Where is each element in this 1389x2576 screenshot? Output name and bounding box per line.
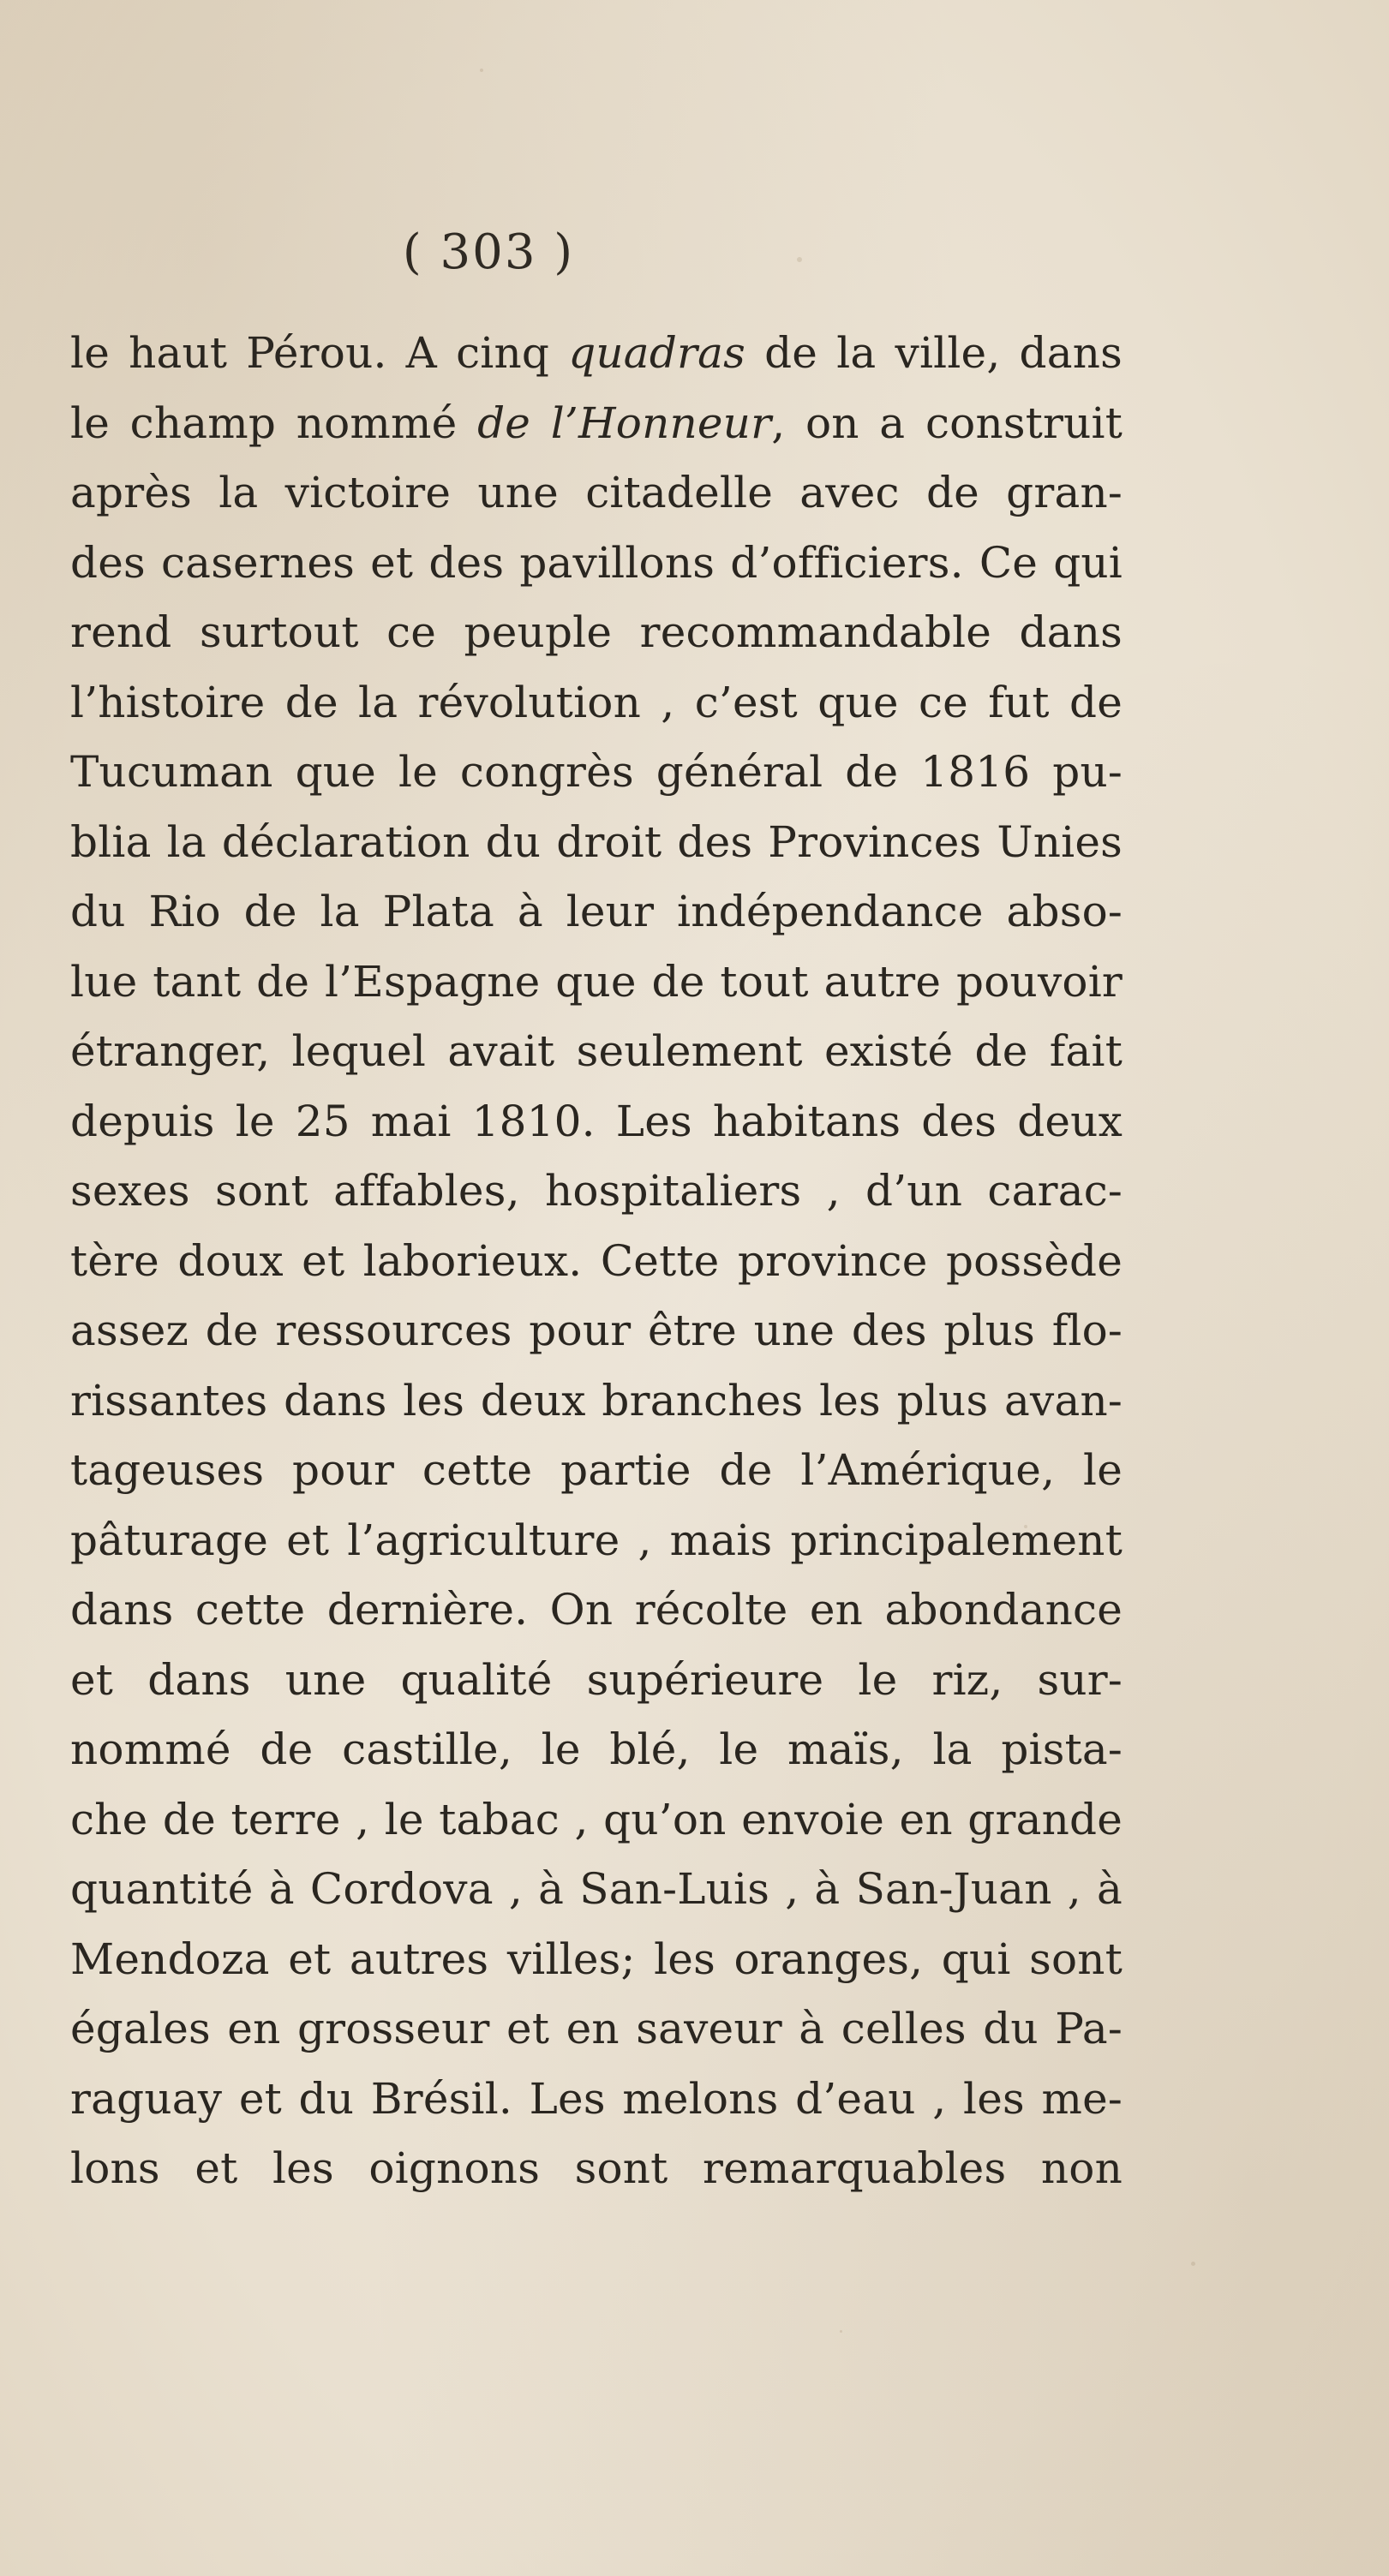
text-line	[70, 1227, 1123, 1297]
text-segment: lons et les oignons sont remarquables non	[70, 2143, 1123, 2193]
text-line	[70, 1436, 1123, 1506]
text-line	[70, 1366, 1123, 1437]
text-line	[70, 458, 1123, 529]
text-segment: Mendoza et autres villes; les oranges, qui sont	[70, 1933, 1123, 1984]
text-segment: Tucuman que le congrès général de 1816 pu-	[70, 747, 1123, 797]
text-segment: après la victoire une citadelle avec de gran-	[70, 468, 1123, 517]
text-segment: tageuses pour cette partie de l’Amérique, le	[70, 1445, 1123, 1495]
text-line	[70, 668, 1123, 738]
text-segment: le champ nommé	[70, 397, 478, 448]
foxing-spot	[480, 69, 483, 72]
text-segment: sexes sont affables, hospitaliers , d’un carac-	[70, 1166, 1123, 1216]
text-segment: tère doux et laborieux. Cette province possède	[70, 1235, 1123, 1286]
text-segment: du Rio de la Plata à leur indépendance abso-	[70, 887, 1123, 936]
text-line	[70, 1087, 1123, 1157]
text-line	[70, 1017, 1123, 1087]
page-number: ( 303 )	[402, 224, 575, 280]
text-segment: de la ville, dans	[745, 328, 1123, 378]
text-line	[70, 2065, 1123, 2135]
text-line	[70, 389, 1123, 459]
text-line	[70, 319, 1123, 389]
text-segment: che de terre , le tabac , qu’on envoie en grande	[70, 1794, 1123, 1844]
text-segment: le haut Pérou. A cinq	[70, 328, 569, 378]
text-segment: quantité à Cordova , à San-Luis , à San-Juan , à	[70, 1864, 1123, 1914]
text-segment: rissantes dans les deux branches les plus avan-	[70, 1375, 1123, 1425]
text-segment: depuis le 25 mai 1810. Les habitans des deux	[70, 1096, 1123, 1146]
text-segment: lue tant de l’Espagne que de tout autre pouvoir	[70, 956, 1123, 1007]
text-line	[70, 1646, 1123, 1716]
text-segment: des casernes et des pavillons d’officiers. Ce qui	[70, 537, 1123, 588]
foxing-spot	[840, 2330, 842, 2333]
text-line	[70, 1925, 1123, 1995]
text-line	[70, 1296, 1123, 1366]
text-line	[70, 1855, 1123, 1925]
text-segment: égales en grosseur et en saveur à celles du Pa-	[70, 2004, 1123, 2053]
text-line	[70, 1157, 1123, 1227]
text-line	[70, 947, 1123, 1018]
text-segment: assez de ressources pour être une des plus flo-	[70, 1306, 1123, 1355]
text-line	[70, 808, 1123, 878]
text-segment: dans cette dernière. On récolte en abondance	[70, 1585, 1123, 1635]
text-segment: l’histoire de la révolution , c’est que ce fut de	[70, 677, 1123, 727]
text-segment: blia la déclaration du droit des Provinces Unies	[70, 816, 1123, 867]
text-segment: nommé de castille, le blé, le maïs, la pista-	[70, 1724, 1123, 1774]
foxing-spot	[1191, 2262, 1195, 2266]
text-line	[70, 1715, 1123, 1785]
text-line	[70, 738, 1123, 808]
text-line	[70, 598, 1123, 668]
body-text	[70, 319, 1123, 2204]
text-segment: étranger, lequel avait seulement existé de fait	[70, 1026, 1123, 1076]
text-line	[70, 1506, 1123, 1576]
text-segment: rend surtout ce peuple recommandable dans	[70, 607, 1123, 657]
text-segment: raguay et du Brésil. Les melons d’eau , les me-	[70, 2073, 1123, 2124]
text-line	[70, 1994, 1123, 2065]
italic-text: de l’Honneur	[477, 397, 772, 448]
italic-text: quadras	[568, 328, 745, 378]
text-segment: et dans une qualité supérieure le riz, sur-	[70, 1654, 1123, 1705]
text-line	[70, 1785, 1123, 1856]
text-segment: , on a construit	[771, 397, 1123, 448]
text-line	[70, 529, 1123, 599]
text-line	[70, 1575, 1123, 1646]
text-line	[70, 2134, 1123, 2204]
text-segment: pâturage et l’agriculture , mais principalement	[70, 1515, 1123, 1565]
text-line	[70, 877, 1123, 947]
